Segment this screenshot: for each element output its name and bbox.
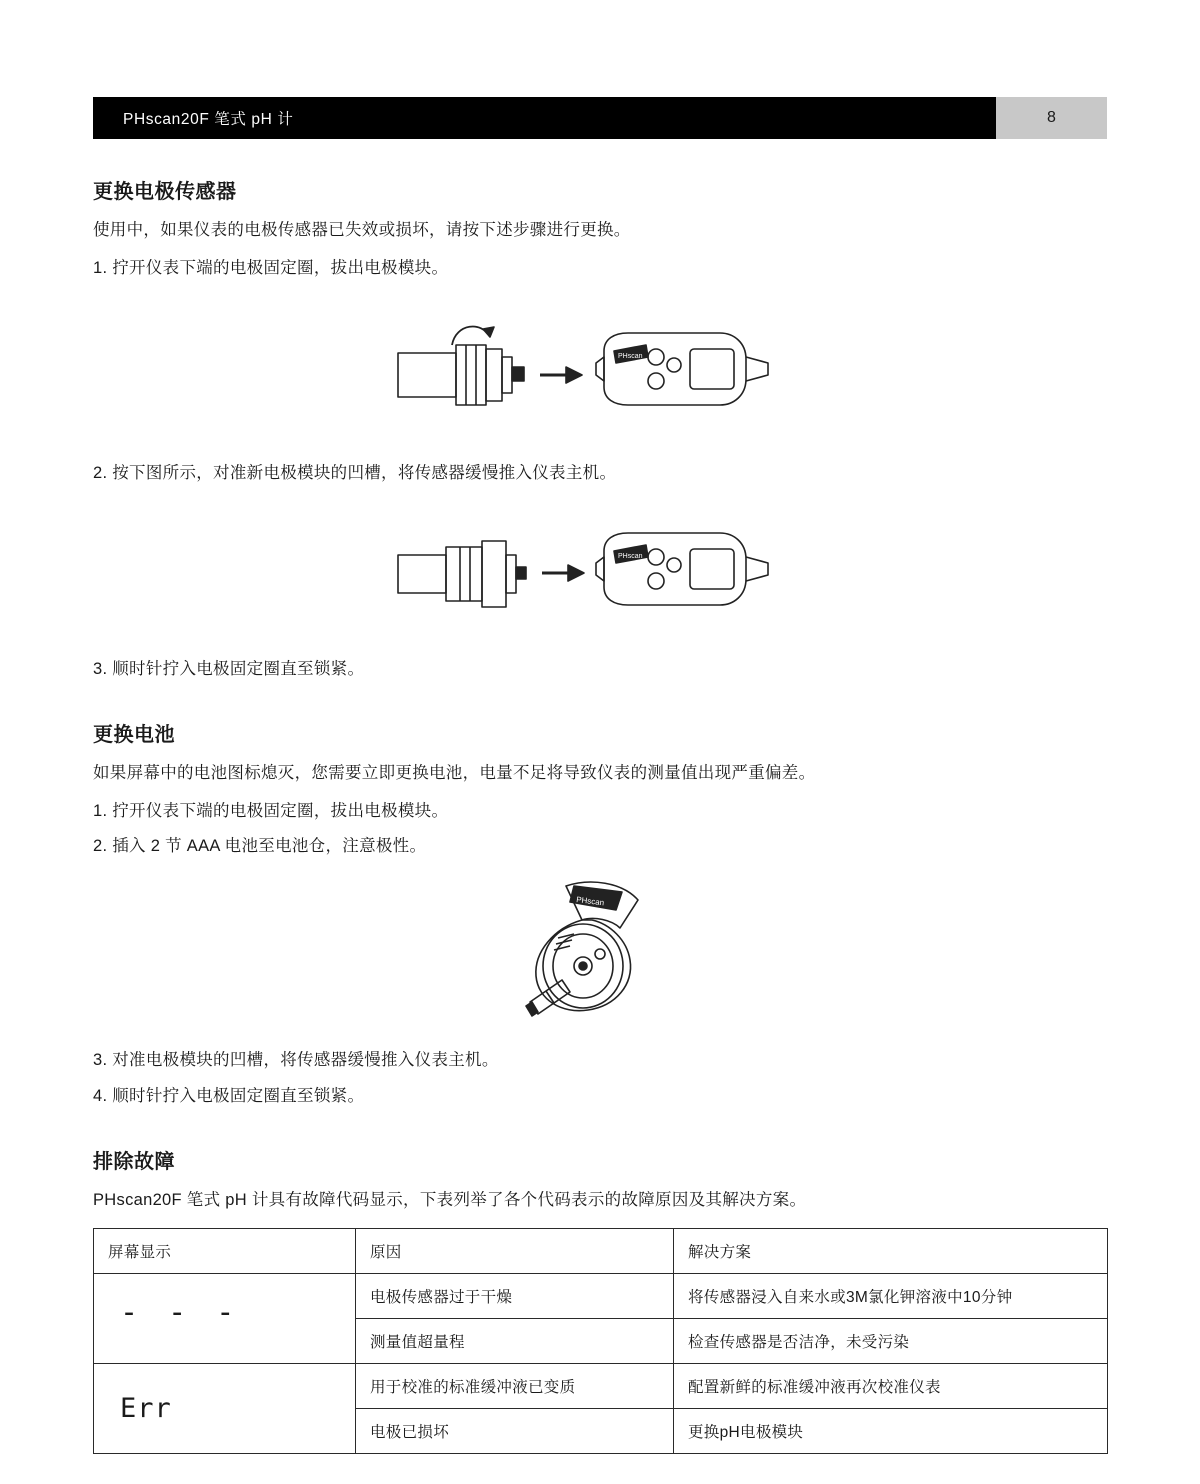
heading-troubleshooting: 排除故障 (93, 1151, 175, 1174)
page-number-box (996, 97, 1107, 139)
page-header (93, 97, 1107, 139)
table-cell-solution: 检查传感器是否洁净，未受污染 (674, 1318, 1108, 1363)
page-number: 8 (1047, 109, 1056, 126)
table-cell-solution: 更换pH电极模块 (674, 1408, 1108, 1453)
heading-replace-sensor: 更换电极传感器 (93, 181, 237, 203)
table-cell-cause: 电极已损坏 (356, 1408, 674, 1453)
replace-battery-step-2: 2. 插入 2 节 AAA 电池至电池仓，注意极性。 (93, 837, 427, 856)
battery-compartment-illustration (470, 876, 730, 1026)
page-title: PHscan20F 笔式 pH 计 (123, 111, 294, 128)
table-cell-cause: 测量值超量程 (356, 1318, 674, 1363)
table-cell-cause: 用于校准的标准缓冲液已变质 (356, 1363, 674, 1408)
svg-text:PHscan: PHscan (618, 353, 643, 361)
table-cell-solution: 将传感器浸入自来水或3M氯化钾溶液中10分钟 (674, 1273, 1108, 1318)
battery-compartment-diagram (93, 876, 1107, 1026)
replace-sensor-intro: 使用中，如果仪表的电极传感器已失效或损坏，请按下述步骤进行更换。 (93, 221, 631, 239)
table-cell-solution: 配置新鲜的标准缓冲液再次校准仪表 (674, 1363, 1108, 1408)
replace-battery-step-1: 1. 拧开仪表下端的电极固定圈，拔出电极模块。 (93, 801, 449, 820)
replace-battery-intro: 如果屏幕中的电池图标熄灭，您需要立即更换电池，电量不足将导致仪表的测量值出现严重偏差。 (93, 764, 816, 783)
sensor-insertion-illustration (390, 511, 810, 621)
sensor-insertion-diagram (93, 511, 1107, 621)
sensor-removal-illustration (390, 305, 810, 425)
sensor-removal-diagram (93, 305, 1107, 425)
replace-sensor-step-3: 3. 顺时针拧入电极固定圈直至锁紧。 (93, 659, 365, 678)
page-content (93, 175, 1107, 1454)
table-row (94, 1273, 1108, 1318)
table-header-cause: 原因 (356, 1228, 674, 1273)
svg-text:PHscan: PHscan (618, 552, 643, 560)
error-code-display: Err (94, 1363, 356, 1453)
table-cell-cause: 电极传感器过于干燥 (356, 1273, 674, 1318)
table-header-display: 屏幕显示 (94, 1228, 356, 1273)
table-row (94, 1363, 1108, 1408)
replace-battery-step-4: 4. 顺时针拧入电极固定圈直至锁紧。 (93, 1086, 365, 1105)
table-header-row (94, 1228, 1108, 1273)
replace-battery-step-3: 3. 对准电极模块的凹槽，将传感器缓慢推入仪表主机。 (93, 1050, 499, 1069)
replace-sensor-step-1: 1. 拧开仪表下端的电极固定圈，拔出电极模块。 (93, 258, 449, 277)
replace-sensor-step-2: 2. 按下图所示，对准新电极模块的凹槽，将传感器缓慢推入仪表主机。 (93, 464, 617, 483)
error-code-display: - - - (94, 1273, 356, 1363)
heading-replace-battery: 更换电池 (93, 724, 175, 747)
svg-text:PHscan: PHscan (575, 894, 605, 908)
table-header-solution: 解决方案 (674, 1228, 1108, 1273)
troubleshooting-table (93, 1228, 1108, 1454)
header-title-bar (93, 97, 996, 139)
troubleshooting-intro: PHscan20F 笔式 pH 计具有故障代码显示，下表列举了各个代码表示的故障原因及其解决方案。 (93, 1191, 807, 1210)
